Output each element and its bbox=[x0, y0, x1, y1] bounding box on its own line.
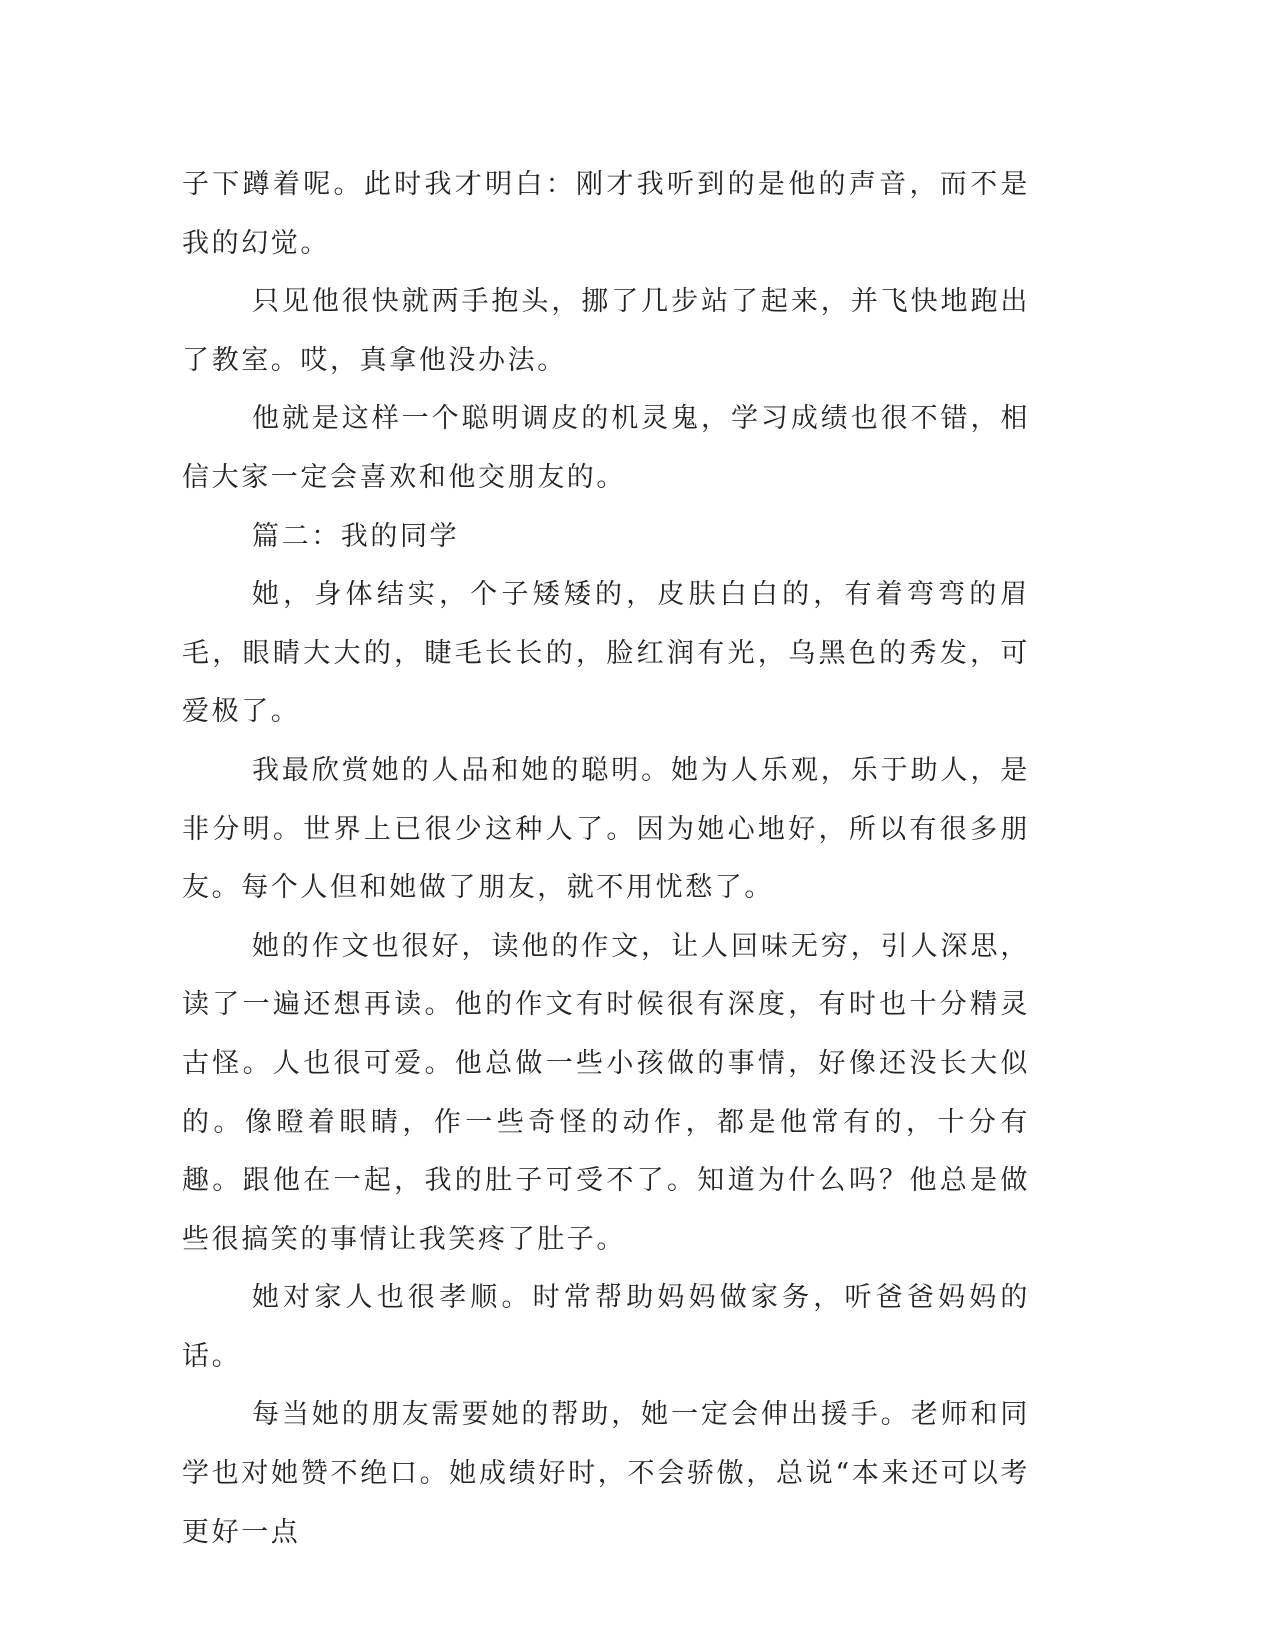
paragraph-3: 他就是这样一个聪明调皮的机灵鬼，学习成绩也很不错，相信大家一定会喜欢和他交朋友的。 bbox=[182, 403, 1030, 493]
paragraph-6: 我最欣赏她的人品和她的聪明。她为人乐观，乐于助人，是非分明。世界上已很少这种人了。因为她心地好，所以有很多朋友。每个人但和她做了朋友，就不用忧愁了。 bbox=[182, 754, 1030, 904]
paragraph-2: 只见他很快就两手抱头，挪了几步站了起来，并飞快地跑出了教室。哎，真拿他没办法。 bbox=[182, 286, 1030, 376]
paragraph-1: 子下蹲着呢。此时我才明白：刚才我听到的是他的声音，而不是我的幻觉。 bbox=[182, 169, 1030, 259]
paragraph-7: 她的作文也很好，读他的作文，让人回味无穷，引人深思，读了一遍还想再读。他的作文有时候很有深度，有时也十分精灵古怪。人也很可爱。他总做一些小孩做的事情，好像还没长大似的。像瞪着眼睛，作一些奇怪的动作，都是他常有的，十分有趣。跟他在一起，我的肚子可受不了。知道为什么吗？他总是做些很搞笑的事情让我笑疼了肚子。 bbox=[182, 930, 1030, 1255]
paragraph-9: 每当她的朋友需要她的帮助，她一定会伸出援手。老师和同学也对她赞不绝口。她成绩好时，不会骄傲，总说“本来还可以考更好一点 bbox=[182, 1399, 1030, 1548]
document-body bbox=[182, 156, 1030, 1562]
paragraph-5: 她，身体结实，个子矮矮的，皮肤白白的，有着弯弯的眉毛，眼睛大大的，睫毛长长的，脸红润有光，乌黑色的秀发，可爱极了。 bbox=[182, 579, 1030, 728]
section-heading: 篇二：我的同学 bbox=[252, 520, 460, 552]
paragraph-8: 她对家人也很孝顺。时常帮助妈妈做家务，听爸爸妈妈的话。 bbox=[182, 1282, 1030, 1372]
